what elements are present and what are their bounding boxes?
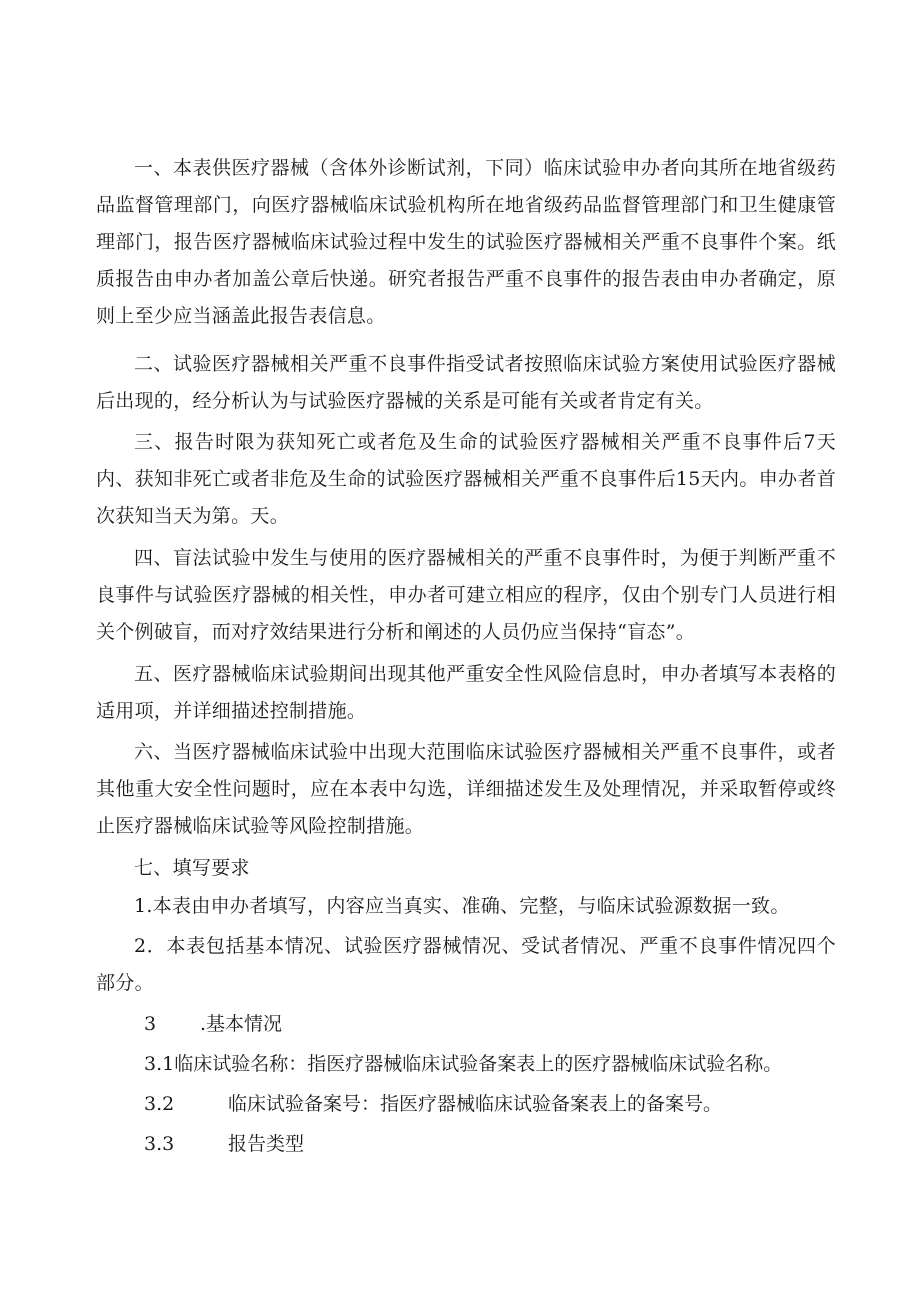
paragraph-time-limit: 三、报告时限为获知死亡或者危及生命的试验医疗器械相关严重不良事件后7天内、获知非死亡或者非危及生命的试验医疗器械相关严重不良事件后15天内。申办者首次获知当天为第。天。	[96, 431, 836, 527]
paragraph-scope: 一、本表供医疗器械（含体外诊断试剂，下同）临床试验申办者向其所在地省级药品监督管理部门，向医疗器械临床试验机构所在地省级药品监督管理部门和卫生健康管理部门，报告医疗器械临床试验过程中发生的试验医疗器械相关严重不良事件个案。纸质报告由申办者加盖公章后快递。研究者报告严重不良事件的报告表由申办者确定，原则上至少应当涵盖此报告表信息。	[96, 157, 836, 327]
item-filing-number	[144, 1086, 722, 1123]
paragraph-definition: 二、试验医疗器械相关严重不良事件指受试者按照临床试验方案使用试验医疗器械后出现的，经分析认为与试验医疗器械的关系是可能有关或者肯定有关。	[96, 353, 836, 412]
paragraph-blind-trial: 四、盲法试验中发生与使用的医疗器械相关的严重不良事件时，为便于判断严重不良事件与试验医疗器械的相关性，申办者可建立相应的程序，仅由个别专门人员进行相关个例破盲，而对疗效结果进行分析和阐述的人员仍应当保持“盲态”。	[96, 547, 836, 643]
item-number: 3	[144, 1013, 157, 1035]
paragraph-major-issue: 六、当医疗器械临床试验中出现大范围临床试验医疗器械相关严重不良事件，或者其他重大安全性问题时，应在本表中勾选，详细描述发生及处理情况，并采取暂停或终止医疗器械临床试验等风险控制措施。	[96, 741, 836, 837]
item-number: 3.1	[144, 1053, 175, 1075]
paragraph-other-risk: 五、医疗器械临床试验期间出现其他严重安全性风险信息时，申办者填写本表格的适用项，并详细描述控制措施。	[96, 663, 836, 722]
item-trial-name	[144, 1046, 782, 1083]
item-text: .基本情况	[200, 1013, 283, 1035]
item-text: 临床试验名称：指医疗器械临床试验备案表上的医疗器械临床试验名称。	[174, 1053, 783, 1075]
item-number: 3.3	[144, 1133, 175, 1155]
item-text: 报告类型	[228, 1133, 305, 1155]
item-report-type	[144, 1126, 304, 1163]
item-basic-info	[144, 1006, 282, 1043]
item-number: 3.2	[144, 1093, 175, 1115]
paragraph-requirement-2: 2．本表包括基本情况、试验医疗器械情况、受试者情况、严重不良事件情况四个部分。	[96, 935, 836, 994]
paragraph-requirement-1: 1.本表由申办者填写，内容应当真实、准确、完整，与临床试验源数据一致。	[134, 895, 790, 917]
paragraph-requirements-heading: 七、填写要求	[134, 857, 250, 879]
item-text: 临床试验备案号：指医疗器械临床试验备案表上的备案号。	[228, 1093, 723, 1115]
